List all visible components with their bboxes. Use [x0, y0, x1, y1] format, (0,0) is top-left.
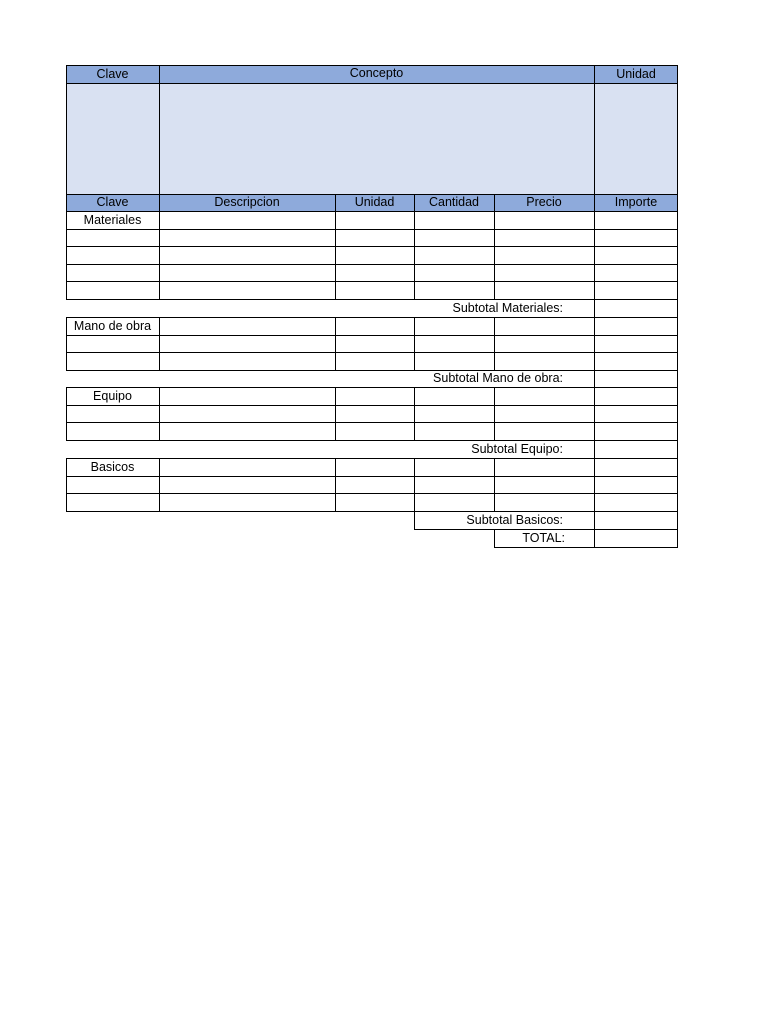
grid-line-vertical: [66, 211, 67, 300]
grid-line-horizontal: [66, 440, 678, 441]
grid-line-vertical: [335, 211, 336, 300]
grid-line-vertical: [335, 317, 336, 371]
grid-line-vertical: [594, 440, 595, 459]
grid-line-horizontal: [66, 317, 678, 318]
grid-line-vertical: [66, 458, 67, 512]
grid-line-horizontal: [66, 229, 678, 230]
grid-line-vertical: [159, 317, 160, 371]
grid-line-vertical: [494, 317, 495, 371]
grid-line-vertical: [159, 65, 160, 195]
section-label-mano-de-obra: Mano de obra: [73, 318, 152, 333]
grid-line-horizontal: [66, 493, 678, 494]
grid-line-horizontal: [66, 387, 678, 388]
total-label: TOTAL:: [522, 530, 565, 545]
grid-line-vertical: [594, 511, 595, 530]
grid-line-vertical: [677, 211, 678, 300]
grid-line-vertical: [677, 370, 678, 388]
column-header-unidad: Unidad: [335, 194, 414, 211]
column-header-precio: Precio: [494, 194, 594, 211]
grid-line-vertical: [159, 211, 160, 300]
grid-line-vertical: [494, 458, 495, 512]
grid-line-vertical: [677, 194, 678, 212]
grid-line-vertical: [594, 458, 595, 512]
grid-line-vertical: [335, 458, 336, 512]
grid-line-horizontal: [66, 194, 678, 195]
grid-line-horizontal: [66, 422, 678, 423]
grid-line-horizontal: [66, 65, 678, 66]
grid-line-vertical: [594, 299, 595, 318]
subtotal-basicos-label: Subtotal Basicos:: [466, 512, 563, 527]
section-label-materiales: Materiales: [83, 212, 142, 227]
grid-line-vertical: [594, 65, 595, 195]
grid-line-horizontal: [414, 529, 678, 530]
grid-line-vertical: [66, 194, 67, 212]
grid-line-vertical: [594, 529, 595, 548]
grid-line-vertical: [414, 511, 415, 530]
grid-line-horizontal: [66, 458, 678, 459]
column-header-importe: Importe: [594, 194, 678, 211]
grid-line-vertical: [414, 317, 415, 371]
grid-line-vertical: [335, 194, 336, 212]
section-label-equipo: Equipo: [93, 388, 132, 403]
grid-line-vertical: [414, 387, 415, 441]
grid-line-vertical: [677, 65, 678, 195]
grid-line-horizontal: [66, 299, 678, 300]
grid-line-vertical: [414, 194, 415, 212]
header-concepto: Concepto: [159, 65, 594, 83]
header-clave: Clave: [66, 65, 159, 83]
grid-line-horizontal: [66, 511, 678, 512]
grid-line-vertical: [677, 299, 678, 318]
subtotal-equipo-label: Subtotal Equipo:: [471, 441, 563, 456]
grid-line-vertical: [494, 529, 495, 548]
grid-line-vertical: [159, 458, 160, 512]
grid-line-horizontal: [66, 264, 678, 265]
grid-line-vertical: [594, 211, 595, 300]
grid-line-vertical: [594, 317, 595, 371]
grid-line-vertical: [677, 511, 678, 530]
section-label-basicos: Basicos: [90, 459, 135, 474]
grid-line-vertical: [494, 387, 495, 441]
grid-line-vertical: [414, 211, 415, 300]
concept-unit-field[interactable]: [594, 83, 678, 194]
grid-line-vertical: [335, 387, 336, 441]
grid-line-vertical: [159, 194, 160, 212]
grid-line-vertical: [159, 387, 160, 441]
grid-line-vertical: [594, 387, 595, 441]
grid-line-horizontal: [66, 335, 678, 336]
subtotal-materiales-label: Subtotal Materiales:: [452, 300, 563, 315]
grid-line-vertical: [494, 194, 495, 212]
grid-line-horizontal: [66, 405, 678, 406]
grid-line-horizontal: [66, 211, 678, 212]
header-unidad: Unidad: [594, 65, 678, 83]
grid-line-vertical: [677, 458, 678, 512]
column-header-cantidad: Cantidad: [414, 194, 494, 211]
grid-line-vertical: [677, 387, 678, 441]
grid-line-vertical: [677, 317, 678, 371]
grid-line-vertical: [66, 317, 67, 371]
grid-line-vertical: [594, 194, 595, 212]
grid-line-horizontal: [66, 246, 678, 247]
grid-line-horizontal: [494, 547, 678, 548]
grid-line-vertical: [66, 387, 67, 441]
subtotal-mano-de-obra-label: Subtotal Mano de obra:: [433, 371, 563, 386]
grid-line-vertical: [414, 458, 415, 512]
grid-line-horizontal: [66, 370, 678, 371]
concept-clave-field[interactable]: [66, 83, 159, 194]
grid-line-vertical: [677, 440, 678, 459]
cost-analysis-sheet: [66, 65, 678, 548]
concept-description-field[interactable]: [159, 83, 594, 194]
column-header-descripcion: Descripcion: [159, 194, 335, 211]
grid-line-horizontal: [66, 476, 678, 477]
grid-line-horizontal: [66, 83, 678, 84]
grid-line-vertical: [594, 370, 595, 388]
column-header-clave: Clave: [66, 194, 159, 211]
grid-line-horizontal: [66, 281, 678, 282]
grid-line-vertical: [494, 211, 495, 300]
grid-line-vertical: [66, 65, 67, 195]
grid-line-horizontal: [66, 352, 678, 353]
grid-line-vertical: [677, 529, 678, 548]
